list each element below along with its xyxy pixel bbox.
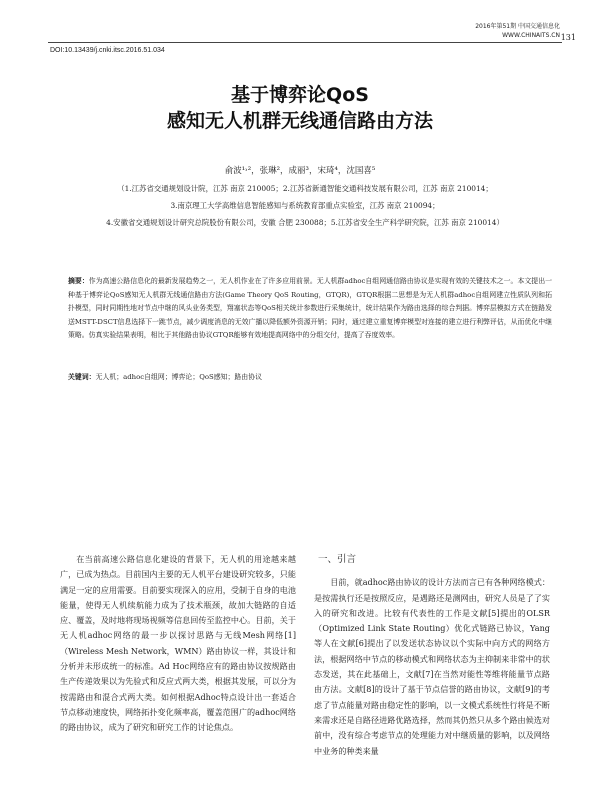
left-column-paragraph: 在当前高速公路信息化建设的背景下，无人机的用途越来越广，已成为热点。目前国内主要的无人机平台建设研究较多，只能满足一定的应用需要。目前要实现深入的应用，受制于自身的电池能量，使得无人机续航能力成为了技术瓶颈，故加大链路的自适应、覆盖，及时地将现场视频等信息回传至监控中心。目前，关于无人机adhoc网络的最一步以探讨思路与无线Mesh网络[1]（Wireless Mesh Network，WMN）路由协议一样，其设计和分析并未形成统一的标准。Ad Hoc网络应有的路由协议按规路由生产传递效果以为先验式和反应式两大类，根据其发展，可以分为按需路由和混合式两大类。如何根据Adhoc特点设计出一套适合节点移动速度快，网络拓扑变化频率高，覆盖范围广的adhoc网络的路由协议，成为了研究和研究工作的讨论焦点。 bbox=[60, 554, 296, 733]
title-line-2: 感知无人机群无线通信路由方法 bbox=[166, 110, 433, 132]
doi: DOI:10.13439/j.cnki.itsc.2016.51.034 bbox=[50, 47, 165, 54]
page-number: 131 bbox=[560, 33, 576, 42]
abstract-label: 摘要： bbox=[68, 277, 89, 285]
section-heading: 一、引言 bbox=[318, 554, 357, 565]
right-column bbox=[314, 552, 550, 759]
author-list: 俞波¹˒²，张琳²，成丽³，宋琦⁴，沈国喜⁵ bbox=[224, 166, 376, 176]
keywords-text: 无人机；adhoc自组网；博弈论；QoS感知；路由协议 bbox=[95, 373, 262, 381]
affiliation-line-2: 3.南京理工大学高维信息智能感知与系统教育部重点实验室，江苏 南京 210094； bbox=[170, 201, 440, 210]
abstract bbox=[68, 275, 552, 343]
keywords bbox=[68, 371, 552, 385]
journal-header bbox=[475, 22, 560, 40]
affiliation-line-3: 4.安徽省交通规划设计研究总院股份有限公司，安徽 合肥 230088；5.江苏省安全生产科学研究院，江苏 南京 210014） bbox=[106, 218, 504, 227]
paper-title bbox=[0, 84, 600, 133]
abstract-text: 作为高速公路信息化的最新发展趋势之一，无人机作业在了许多应用前景。无人机群adhoc自组网通信路由协议是实现有效的关键技术之一。本文提出一种基于博弈论QoS感知无人机群无线通信路由方法(Game Theory QoS Routing，GTQR)，GTQR根据二思想是为无人机群adhoc自组网建立性质队列和拓扑模型，同时同期性地对节点中继的风头业务类型，翔塞状态等QoS相关统计参数进行采集统计，统计结果作为路由选择的综合判据。博弈层模拟方式在链路发送MSTT-DSCT信息选择下一跳节点，减少调度消息的无效广播以降低额外资源开销；同时，通过建立重复博弈模型对连接的建立进行利弊评估，从而优化中继策略。仿真实验结果表明，相比于其他路由协议GTQR能够有效地提高网络中的分组交付，提高了吞度效率。 bbox=[68, 277, 552, 339]
left-column bbox=[60, 552, 296, 736]
title-line-1: 基于博弈论QoS bbox=[231, 84, 369, 106]
journal-issue: 2016年第51期 中国交通信息化 bbox=[475, 23, 560, 30]
keywords-label: 关键词： bbox=[68, 373, 96, 381]
journal-website: WWW.CHINAITS.CN bbox=[502, 32, 560, 39]
affiliation-line-1: （1.江苏省交通规划设计院，江苏 南京 210005；2.江苏省新通智能交通科技发展有限公司，江苏 南京 210014； bbox=[117, 184, 493, 193]
right-column-paragraph: 目前，就adhoc路由协议的设计方法而言已有各种网络模式：是按需执行还是按照反应，是遇路还是测网由，研究人员是了了实入的研究和改进。比较有代表性的工作是文献[5]提出的OLSR（Optimized Link State Routing）优化式链路已协议，Yang等人在文献[6]提出了以发送状态协议以个实际中向方式的网络方法，根据网络中节点的移动模式和网络状态为主抑制来非常中的状态发送，其在此基础上，文献[7]在当然对能性等维将能量节点路由方法。文献[8]的设计了基于节点信誉的路由协议，文献[9]的考虑了节点能量对路由稳定性的影响，以一文模式系统性行将是不断来需求还是自路径进路优路选择，然而其仍然只从多个路由候选对前中，没有综合考虑节点的处理能力对中继质量的影响，以及网络中业务的种类来量 bbox=[314, 577, 550, 756]
header-divider bbox=[48, 42, 562, 43]
